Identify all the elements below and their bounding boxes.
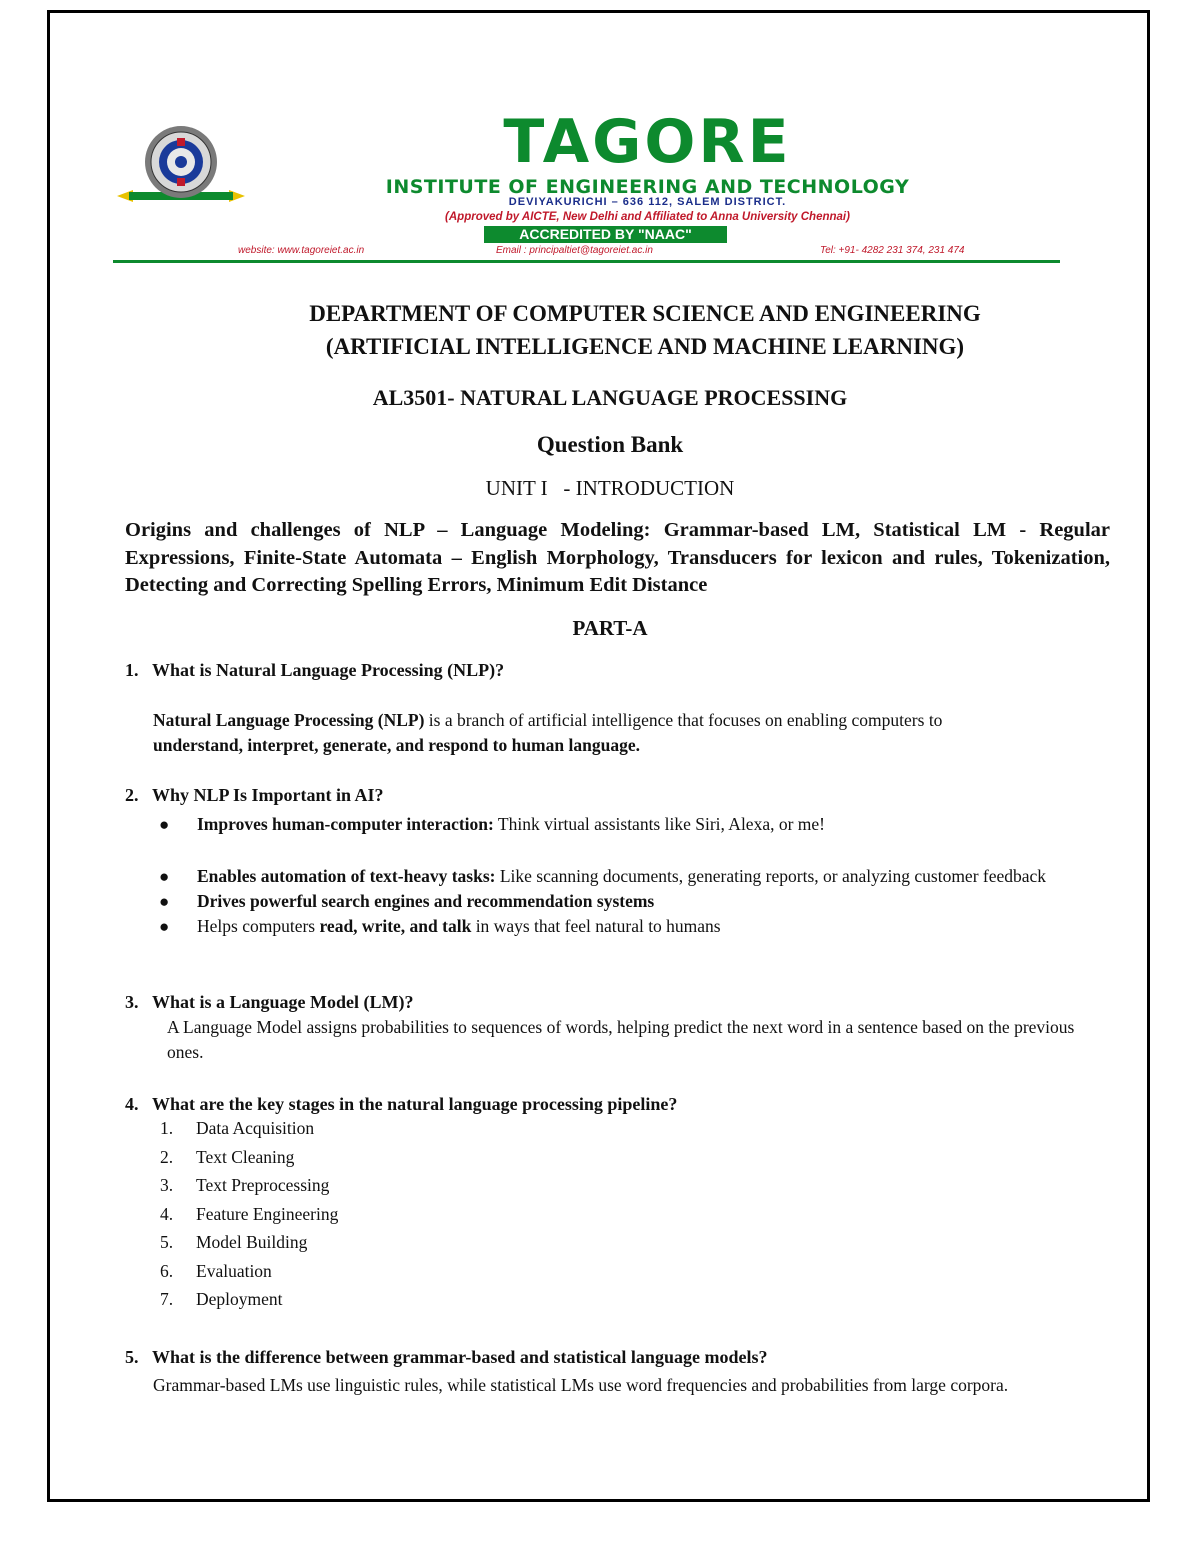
item-label: Model Building xyxy=(196,1232,308,1252)
bullet-text: Helps computers xyxy=(197,916,320,936)
phone-number: Tel: +91- 4282 231 374, 231 474 xyxy=(820,245,965,256)
college-emblem-icon xyxy=(115,124,247,204)
item-number: 5. xyxy=(160,1232,174,1252)
item-label: Evaluation xyxy=(196,1260,272,1281)
item-number: 4. xyxy=(160,1203,174,1224)
unit-title: UNIT I - INTRODUCTION xyxy=(485,476,735,500)
department-title: DEPARTMENT OF COMPUTER SCIENCE AND ENGINEERING xyxy=(309,301,981,326)
answer-term: Natural Language Processing (NLP) xyxy=(153,710,425,730)
question-number: 1. xyxy=(125,660,139,680)
website-link[interactable]: website: www.tagoreiet.ac.in xyxy=(238,245,365,256)
unit-syllabus: Origins and challenges of NLP – Language Modeling: Grammar-based LM, Statistical LM - Regular Expressions, Finite-State Automata – English Morphology, Transducers for lexicon and rules, Tokenization, Detecting and Correcting Spelling Errors, Minimum Edit Distance xyxy=(125,519,1110,596)
answer-1 xyxy=(153,708,1033,758)
question-number: 2. xyxy=(125,785,139,805)
list-item xyxy=(153,864,1088,889)
question-text: What is the difference between grammar-based and statistical language models? xyxy=(152,1347,768,1367)
part-heading: PART-A xyxy=(572,616,648,640)
item-number: 1. xyxy=(160,1118,174,1138)
item-label: Text Preprocessing xyxy=(196,1175,330,1195)
list-item xyxy=(160,1143,338,1172)
institute-name: INSTITUTE OF ENGINEERING AND TECHNOLOGY xyxy=(385,176,910,198)
bullet-text: Like scanning documents, generating reports, or analyzing customer feedback xyxy=(495,866,1047,886)
answer-2-list xyxy=(153,812,1088,939)
department-subtitle: (ARTIFICIAL INTELLIGENCE AND MACHINE LEARNING) xyxy=(325,334,965,359)
item-label: Feature Engineering xyxy=(196,1203,339,1224)
institute-address: DEVIYAKURICHI – 636 112, SALEM DISTRICT. xyxy=(508,196,787,208)
question-number: 3. xyxy=(125,992,139,1012)
brand-name: TAGORE xyxy=(503,107,792,177)
list-item xyxy=(153,889,1088,914)
item-label: Deployment xyxy=(196,1289,283,1309)
item-number: 6. xyxy=(160,1260,174,1281)
bullet-icon: ● xyxy=(159,892,170,911)
bullet-icon: ● xyxy=(159,815,170,834)
question-2 xyxy=(125,785,384,806)
item-number: 7. xyxy=(160,1289,174,1309)
approval-note: (Approved by AICTE, New Delhi and Affiliated to Anna University Chennai) xyxy=(445,211,850,223)
question-text: What is a Language Model (LM)? xyxy=(152,992,414,1012)
question-text: What are the key stages in the natural language processing pipeline? xyxy=(152,1094,678,1114)
document-type: Question Bank xyxy=(536,432,684,457)
course-title: AL3501- NATURAL LANGUAGE PROCESSING xyxy=(372,385,848,410)
bullet-term: Enables automation of text-heavy tasks: xyxy=(197,866,496,886)
question-3 xyxy=(125,992,414,1013)
list-item xyxy=(160,1200,338,1229)
list-item xyxy=(160,1171,338,1200)
answer-3: A Language Model assigns probabilities to sequences of words, helping predict the next word in a sentence based on the previous ones. xyxy=(167,1017,1075,1062)
list-item xyxy=(160,1285,338,1314)
list-item xyxy=(160,1114,338,1143)
item-number: 2. xyxy=(160,1146,174,1167)
bullet-text: in ways that feel natural to humans xyxy=(471,916,721,936)
item-label: Data Acquisition xyxy=(196,1118,315,1138)
question-number: 5. xyxy=(125,1347,139,1367)
bullet-text: Think virtual assistants like Siri, Alexa, or me! xyxy=(493,814,826,834)
question-number: 4. xyxy=(125,1094,139,1114)
answer-5: Grammar-based LMs use linguistic rules, while statistical LMs use word frequencies and probabilities from large corpora. xyxy=(153,1375,1009,1395)
item-label: Text Cleaning xyxy=(196,1146,295,1167)
answer-text: is a branch of artificial intelligence that focuses on enabling computers to xyxy=(424,710,943,730)
bullet-icon: ● xyxy=(159,867,170,886)
bullet-term: Improves human-computer interaction: xyxy=(197,814,494,834)
pipeline-stage-list xyxy=(160,1114,338,1314)
letterhead-divider xyxy=(113,260,1060,263)
accreditation-badge: ACCREDITED BY "NAAC" xyxy=(484,226,727,243)
answer-emphasis: understand, interpret, generate, and respond to human language. xyxy=(153,735,640,755)
list-item xyxy=(160,1257,338,1286)
question-1 xyxy=(125,660,504,681)
bullet-term: read, write, and talk xyxy=(319,916,472,936)
bullet-icon: ● xyxy=(159,917,170,936)
question-text: Why NLP Is Important in AI? xyxy=(152,785,384,805)
list-item xyxy=(153,914,1088,939)
list-item xyxy=(153,812,1088,837)
item-number: 3. xyxy=(160,1175,174,1195)
list-item xyxy=(160,1228,338,1257)
question-5 xyxy=(125,1347,767,1368)
bullet-term: Drives powerful search engines and recommendation systems xyxy=(197,891,655,911)
question-4 xyxy=(125,1094,677,1115)
question-text: What is Natural Language Processing (NLP)? xyxy=(152,660,505,680)
email-link[interactable]: Email : principaltiet@tagoreiet.ac.in xyxy=(496,245,653,256)
